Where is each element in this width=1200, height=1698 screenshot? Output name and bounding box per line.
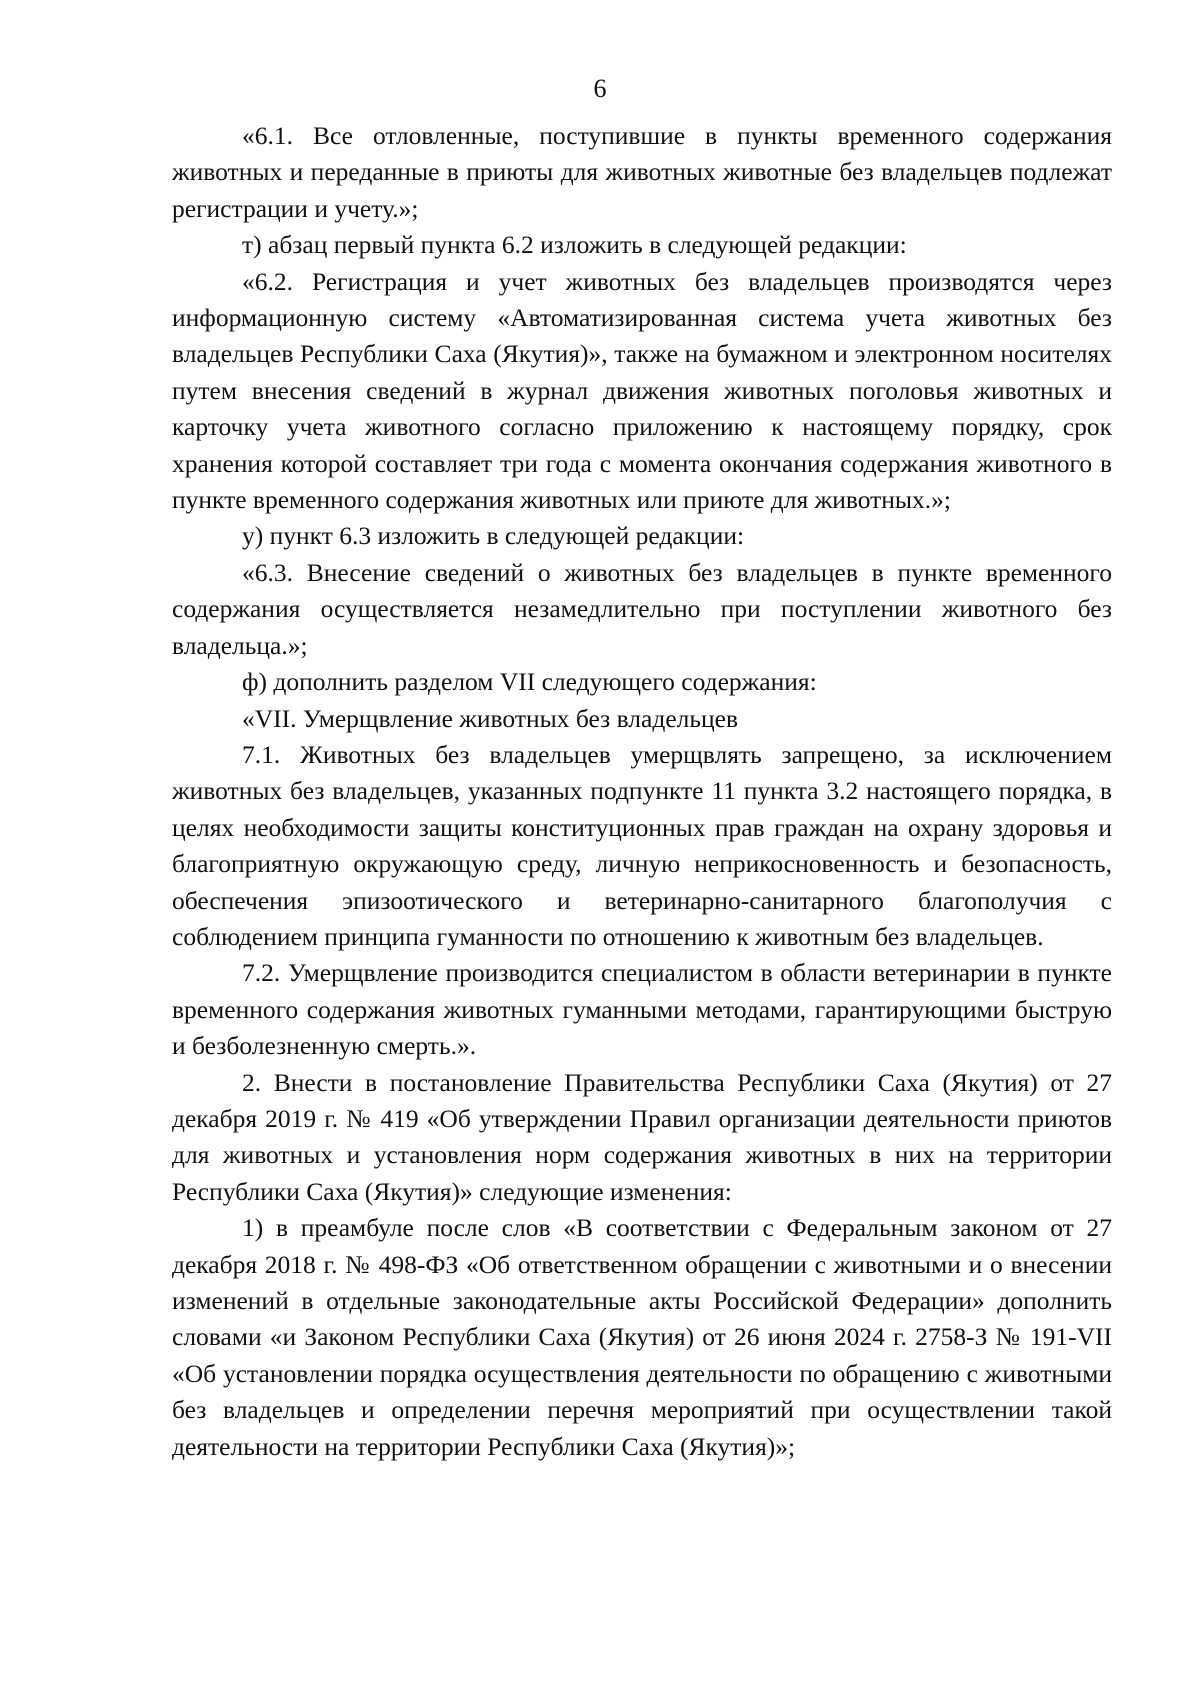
section-vii-heading: «VII. Умерщвление животных без владельцев [242,703,738,733]
document-body [172,118,1112,1465]
paragraph-7-1: 7.1. Животных без владельцев умерщвлять запрещено, за исключением животных без владельцев, указанных подпункте 11 пункта 3.2 настоящего порядка, в целях необходимости защиты конституционных прав граждан на охрану здоровья и благоприятную окружающую среду, личную неприкосновенность и безопасность, обеспечения эпизоотического и ветеринарно-санитарного благополучия с соблюдением принципа гуманности по отношению к животным без владельцев. [172,739,1112,951]
paragraph-7-2: 7.2. Умерщвление производится специалистом в области ветеринарии в пункте временного содержания животных гуманными методами, гарантирующими быструю и безболезненную смерть.». [172,958,1112,1061]
paragraph-2-1: 1) в преамбуле после слов «В соответствии с Федеральным законом от 27 декабря 2018 г. № 498-ФЗ «Об ответственном обращении с животными и о внесении изменений в отдельные законодательные акты Российской Федерации» дополнить словами «и Законом Республики Саха (Якутия) от 26 июня 2024 г. 2758-З № 191-VII «Об установлении порядка осуществления деятельности по обращению с животными без владельцев и определении перечня мероприятий при осуществлении такой деятельности на территории Республики Саха (Якутия)»; [172,1213,1112,1461]
paragraph-item-f: ф) дополнить разделом VII следующего содержания: [242,667,817,697]
page-number: 6 [593,74,607,103]
paragraph-2: 2. Внести в постановление Правительства Республики Саха (Якутия) от 27 декабря 2019 г. № 419 «Об утверждении Правил организации деятельности приютов для животных и установления норм содержания животных в них на территории Республики Саха (Якутия)» следующие изменения: [172,1067,1112,1206]
paragraph-6-1: «6.1. Все отловленные, поступившие в пункты временного содержания животных и переданные в приюты для животных животные без владельцев подлежат регистрации и учету.»; [172,121,1112,223]
paragraph-6-3: «6.3. Внесение сведений о животных без владельцев в пункте временного содержания осуществляется незамедлительно при поступлении животного без владельца.»; [172,557,1112,660]
paragraph-item-t: т) абзац первый пункта 6.2 изложить в следующей редакции: [242,230,907,260]
paragraph-item-u: у) пункт 6.3 изложить в следующей редакции: [242,521,745,551]
paragraph-6-2: «6.2. Регистрация и учет животных без владельцев производятся через информационную систему «Автоматизированная система учета животных без владельцев Республики Саха (Якутия)», также на бумажном и электронном носителях путем внесения сведений в журнал движения животных поголовья животных и карточку учета животного согласно приложению к настоящему порядку, срок хранения которой составляет три года с момента окончания содержания животного в пункте временного содержания животных или приюте для животных.»; [172,266,1112,515]
